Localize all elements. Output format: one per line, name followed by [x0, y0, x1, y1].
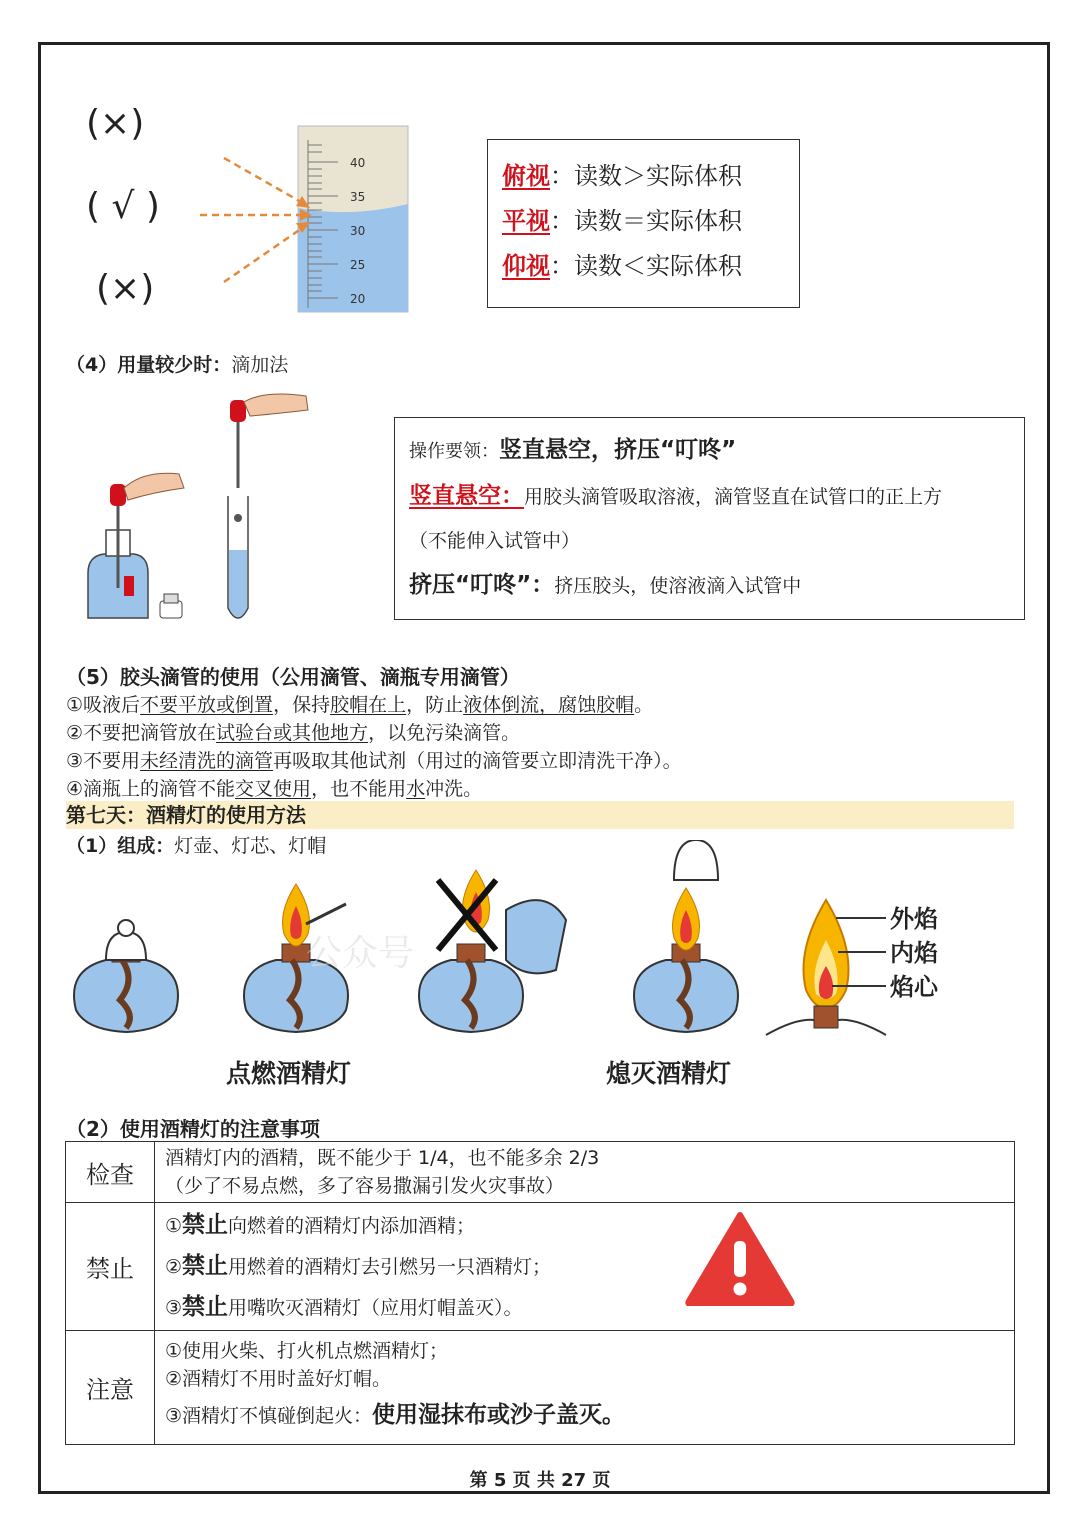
attention-line1: ①使用火柴、打火机点燃酒精灯；: [165, 1340, 449, 1362]
l1-c: ，保持: [273, 694, 331, 716]
l1-d: 胶帽在上: [330, 694, 407, 716]
operation-vertical-note: （不能伸入试管中）: [409, 530, 581, 552]
tick-20: 20: [350, 292, 366, 306]
row-attention: [66, 1331, 1015, 1445]
forbid-1-text: 向燃着的酒精灯内添加酒精；: [228, 1215, 476, 1237]
row-check: [66, 1142, 1015, 1203]
tick-40: 40: [350, 156, 366, 170]
attention-line2: ②酒精灯不用时盖好灯帽。: [165, 1368, 392, 1390]
section5-line3: [66, 746, 682, 773]
l1-e: ，防止: [406, 694, 464, 716]
l4-d: 水: [406, 778, 426, 800]
l3-c: 再吸取其他试剂（用过的滴管要立即清洗干净）。: [273, 750, 682, 772]
dropper-operation-box: [394, 417, 1025, 620]
check-line2: （少了不易点燃，多了容易撒漏引发火灾事故）: [165, 1175, 565, 1197]
forbid-item-3: [165, 1287, 1014, 1328]
term-squeeze: 挤压“叮咚”：: [409, 572, 555, 598]
notes-heading: （2）使用酒精灯的注意事项: [66, 1117, 320, 1141]
l4-c: ，也不能用: [311, 778, 407, 800]
caption-light-lamp: 点燃酒精灯: [226, 1059, 352, 1088]
composition-heading: （1）组成：: [66, 835, 175, 857]
l4-e: 冲洗。: [425, 778, 483, 800]
section5-line2: [66, 718, 520, 745]
rule-level: [502, 199, 799, 244]
operation-vertical-text: 用胶头滴管吸取溶液，滴管竖直在试管口的正上方: [524, 486, 943, 508]
l3-a: ③不要用: [66, 750, 141, 772]
forbid-3-num: ③: [165, 1297, 183, 1319]
label-outer-flame: 外焰: [890, 905, 938, 933]
forbid-2-bold: 禁止: [182, 1253, 229, 1279]
l1-a: ①吸液后: [66, 694, 141, 716]
operation-squeeze: [409, 563, 1024, 608]
tick-30: 30: [350, 224, 366, 238]
warning-icon: [685, 1211, 795, 1306]
operation-vertical: [409, 474, 1024, 519]
rule-upward: [502, 244, 799, 289]
l1-f: 液体倒流，腐蚀胶帽: [463, 694, 635, 716]
section5-line1: [66, 690, 653, 717]
rule-level-text: ：读数＝实际体积: [550, 207, 742, 235]
reading-rules-box: [487, 139, 800, 308]
notes-table: [65, 1141, 1015, 1445]
row-check-body: [155, 1142, 1015, 1203]
l3-b: 未经清洗的滴管: [140, 750, 274, 772]
section5-heading: （5）胶头滴管的使用（公用滴管、滴瓶专用滴管）: [66, 665, 520, 689]
forbid-3-text: 用嘴吹灭酒精灯（应用灯帽盖灭）。: [228, 1297, 523, 1319]
composition-text: 灯壶、灯芯、灯帽: [174, 835, 327, 857]
forbid-item-2: [165, 1246, 1014, 1287]
forbid-1-num: ①: [165, 1215, 183, 1237]
mark-wrong-bottom: (×): [96, 268, 155, 309]
watermark: 公众号: [306, 933, 415, 974]
day7-title: 第七天：酒精灯的使用方法: [66, 801, 1014, 829]
attention-line3: [165, 1393, 1014, 1438]
term-upward: 仰视: [502, 252, 550, 280]
row-forbid-body: [155, 1203, 1015, 1331]
row-forbid: [66, 1203, 1015, 1331]
row-attention-head: 注意: [66, 1331, 155, 1445]
operation-lead: [409, 428, 1024, 474]
term-level: 平视: [502, 207, 550, 235]
dropper-illustration: [74, 388, 319, 633]
label-flame-core: 焰心: [890, 973, 938, 1001]
row-forbid-head: 禁止: [66, 1203, 155, 1331]
l2-a: ②不要把滴管放在: [66, 722, 217, 744]
section4-method: 滴加法: [231, 354, 289, 376]
rule-upward-text: ：读数＜实际体积: [550, 252, 742, 280]
attention-line3-text: ③酒精灯不慎碰倒起火：: [165, 1405, 373, 1427]
section5-line4: [66, 774, 482, 801]
page-footer: 第 5 页 共 27 页: [469, 1470, 611, 1491]
section4-heading: [66, 350, 288, 377]
l2-b: 试验台或其他地方: [216, 722, 369, 744]
l4-b: 交叉使用: [235, 778, 312, 800]
graduated-cylinder-illustration: [190, 120, 420, 315]
section4-heading-label: （4）用量较少时：: [66, 354, 232, 376]
check-line1: 酒精灯内的酒精，既不能少于 1/4，也不能多余 2/3: [165, 1147, 600, 1169]
term-vertical: 竖直悬空：: [409, 483, 524, 509]
rule-downward-text: ：读数＞实际体积: [550, 162, 742, 190]
operation-lead-label: 操作要领：: [409, 441, 499, 462]
l1-g: 。: [634, 694, 654, 716]
l4-a: ④滴瓶上的滴管不能: [66, 778, 236, 800]
term-downward: 俯视: [502, 162, 550, 190]
tick-35: 35: [350, 190, 366, 204]
rule-downward: [502, 154, 799, 199]
operation-squeeze-text: 挤压胶头，使溶液滴入试管中: [554, 575, 802, 597]
forbid-1-bold: 禁止: [182, 1212, 229, 1238]
forbid-2-num: ②: [165, 1256, 183, 1278]
forbid-3-bold: 禁止: [182, 1294, 229, 1320]
alcohol-lamp-illustration: [66, 840, 1006, 1090]
operation-lead-bold: 竖直悬空，挤压“叮咚”: [499, 437, 737, 463]
label-inner-flame: 内焰: [890, 939, 938, 967]
mark-wrong-top: (×): [86, 103, 145, 144]
row-attention-body: [155, 1331, 1015, 1445]
forbid-2-text: 用燃着的酒精灯去引燃另一只酒精灯；: [228, 1256, 552, 1278]
caption-extinguish-lamp: 熄灭酒精灯: [606, 1059, 732, 1088]
row-check-head: 检查: [66, 1142, 155, 1203]
tick-25: 25: [350, 258, 366, 272]
mark-correct: ( √ ): [86, 186, 160, 227]
forbid-item-1: [165, 1205, 1014, 1246]
attention-line3-bold: 使用湿抹布或沙子盖灭。: [372, 1402, 626, 1428]
l2-c: ，以免污染滴管。: [368, 722, 521, 744]
l1-b: 不要平放或倒置: [140, 694, 274, 716]
